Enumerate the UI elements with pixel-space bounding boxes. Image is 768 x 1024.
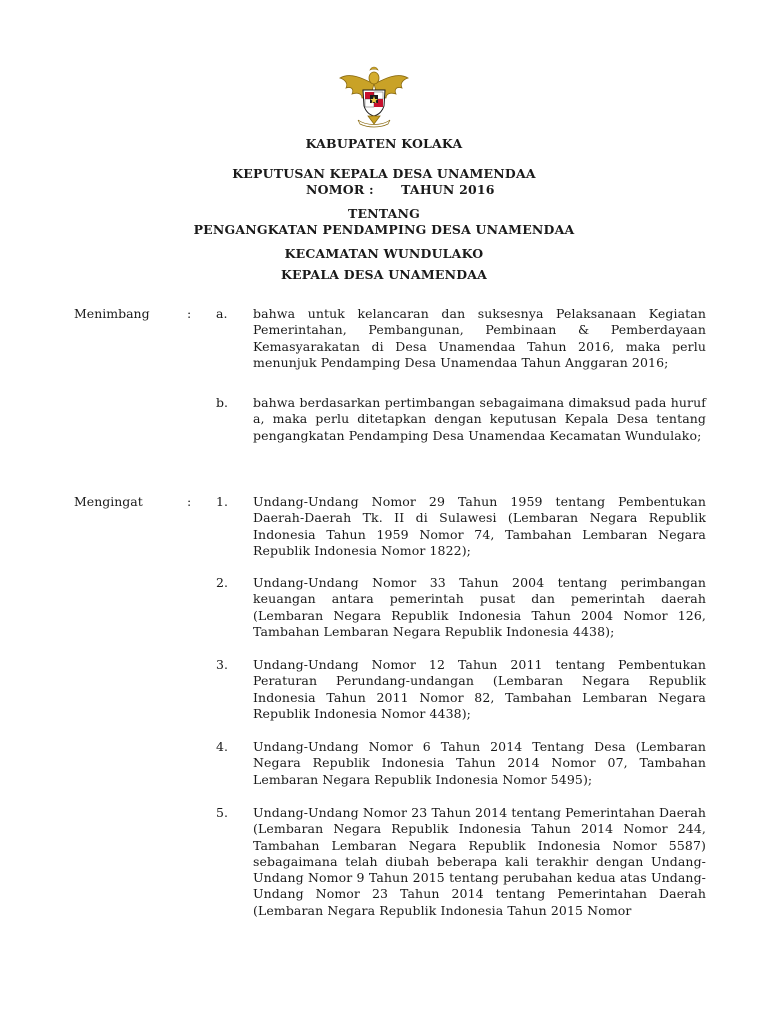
garuda-emblem-icon xyxy=(336,64,412,130)
item-marker: 4. xyxy=(216,739,228,754)
decree-title: KEPUTUSAN KEPALA DESA UNAMENDAA xyxy=(232,166,536,181)
item-marker: 1. xyxy=(216,494,228,509)
regency-title: KABUPATEN KOLAKA xyxy=(305,136,463,151)
item-marker: 5. xyxy=(216,805,228,820)
district-title: KECAMATAN WUNDULAKO xyxy=(284,246,484,261)
mengingat-label: Mengingat xyxy=(74,494,143,509)
item-marker: a. xyxy=(216,306,228,321)
item-text: Undang-Undang Nomor 33 Tahun 2004 tentang perimbangan keuangan antara pemerintah pusat dan pemerintah daerah (Lembaran Negara Republik Indonesia Tahun 2004 Nomor 126, Tambahan Lembaran Negara Republik Indonesia 4438); xyxy=(253,575,706,639)
item-text: Undang-Undang Nomor 23 Tahun 2014 tentang Pemerintahan Daerah (Lembaran Negara Republik Indonesia Tahun 2014 Nomor 244, Tambahan Lembaran Negara Republik Indonesia Nomor 5587) sebagaimana telah diubah beberapa kali terakhir dengan Undang-Undang Nomor 9 Tahun 2015 tentang perubahan kedua atas Undang-Undang Nomor 23 Tahun 2014 tentang Pemerintahan Daerah (Lembaran Negara Republik Indonesia Tahun 2015 Nomor xyxy=(253,805,706,918)
decree-subject: PENGANGKATAN PENDAMPING DESA UNAMENDAA xyxy=(193,222,575,237)
item-marker: b. xyxy=(216,395,228,410)
village-head-title: KEPALA DESA UNAMENDAA xyxy=(280,267,488,282)
menimbang-label: Menimbang xyxy=(74,306,150,321)
item-marker: 2. xyxy=(216,575,228,590)
item-text: Undang-Undang Nomor 6 Tahun 2014 Tentang Desa (Lembaran Negara Republik Indonesia Tahun 2014 Nomor 07, Tambahan Lembaran Negara Republik Indonesia Nomor 5495); xyxy=(253,739,706,787)
item-text: Undang-Undang Nomor 29 Tahun 1959 tentang Pembentukan Daerah-Daerah Tk. II di Sulawesi (Lembaran Negara Republik Indonesia Tahun 1959 Nomor 74, Tambahan Lembaran Negara Republik Indonesia Nomor 1822); xyxy=(253,494,706,558)
item-text: Undang-Undang Nomor 12 Tahun 2011 tentang Pembentukan Peraturan Perundang-undangan (Lembaran Negara Republik Indonesia Tahun 2011 Nomor 82, Tambahan Lembaran Negara Republik Indonesia Nomor 4438); xyxy=(253,657,706,721)
menimbang-colon: : xyxy=(187,306,192,321)
item-text: bahwa berdasarkan pertimbangan sebagaimana dimaksud pada huruf a, maka perlu ditetapkan dengan keputusan Kepala Desa tentang pengangkatan Pendamping Desa Unamendaa Kecamatan Wundulako; xyxy=(253,395,706,443)
tentang-heading: TENTANG xyxy=(347,206,421,221)
item-text: bahwa untuk kelancaran dan suksesnya Pelaksanaan Kegiatan Pemerintahan, Pembangunan, Pembinaan & Pemberdayaan Kemasyarakatan di Desa Unamendaa Tahun 2016, maka perlu menunjuk Pendamping Desa Unamendaa Tahun Anggaran 2016; xyxy=(253,306,706,370)
item-marker: 3. xyxy=(216,657,228,672)
mengingat-colon: : xyxy=(187,494,192,509)
decree-number: NOMOR : TAHUN 2016 xyxy=(306,182,495,197)
